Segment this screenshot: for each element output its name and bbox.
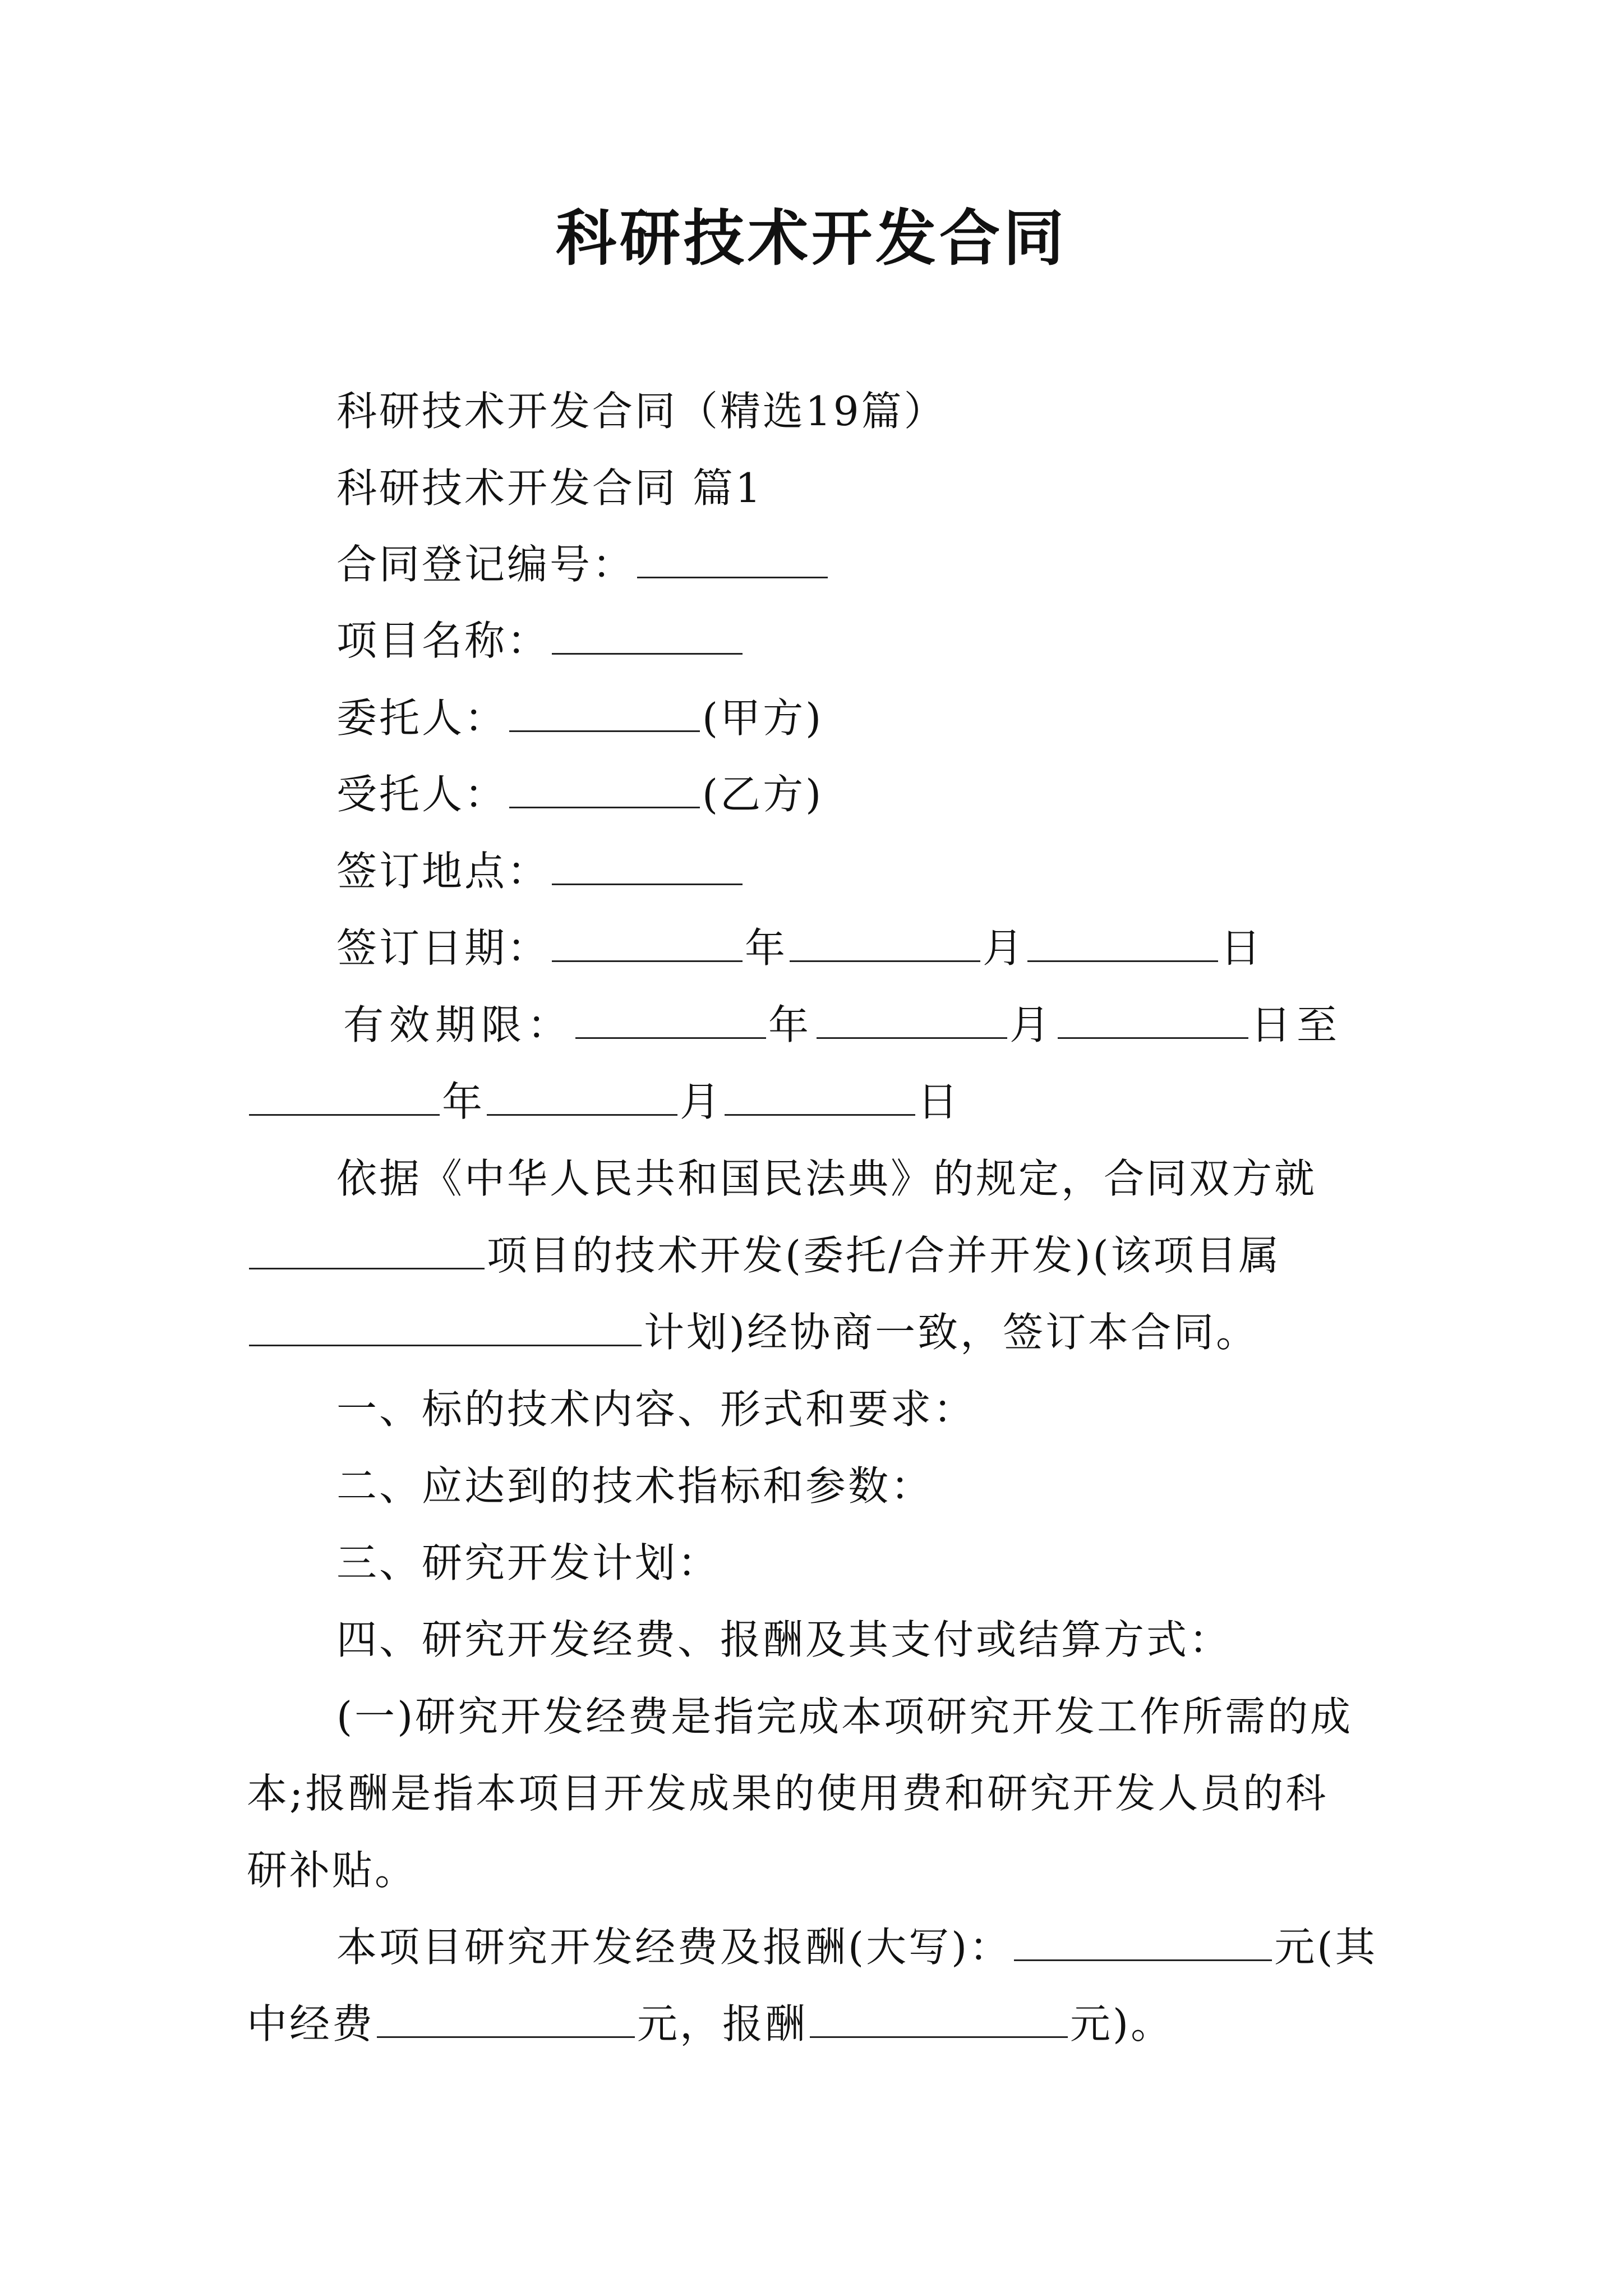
signing-month-blank xyxy=(790,921,980,962)
funding-text-1: 本项目研究开发经费及报酬(大写)： xyxy=(336,1924,1012,1971)
section-heading-2-text: 二、应达到的技术指标和参数： xyxy=(336,1462,934,1510)
definition-paragraph-line-2 xyxy=(247,1766,1328,1820)
plan-blank xyxy=(249,1305,642,1346)
funding-text-2-mid: 元，报酬 xyxy=(637,2000,808,2047)
validity-end-day-unit: 日 xyxy=(917,1078,961,1125)
signing-year-blank xyxy=(552,921,743,962)
project-name-blank xyxy=(552,614,743,655)
subtitle-line xyxy=(336,384,947,438)
validity-day-to: 日至 xyxy=(1251,1001,1343,1048)
signing-year-unit: 年 xyxy=(745,924,788,972)
signing-place-blank xyxy=(552,844,743,885)
signing-place-label: 签订地点： xyxy=(336,848,550,895)
contract-number-blank xyxy=(637,537,828,578)
contract-number-label: 合同登记编号： xyxy=(336,541,635,588)
basis-text-2: 项目的技术开发(委托/合并开发)(该项目属 xyxy=(487,1232,1281,1279)
funding-paragraph-line-1 xyxy=(336,1920,1377,1974)
validity-start-year-unit: 年 xyxy=(768,1001,815,1048)
validity-end-day-blank xyxy=(725,1075,915,1116)
chapter-heading xyxy=(336,461,763,515)
signing-place-line xyxy=(336,844,745,898)
definition-text-3: 研补贴。 xyxy=(247,1847,418,1894)
contract-number-line xyxy=(336,537,830,591)
definition-paragraph-line-1 xyxy=(336,1690,1353,1743)
funding-text-1-end: 元(其 xyxy=(1274,1924,1378,1971)
remuneration-amount-blank xyxy=(810,1997,1068,2038)
validity-end-month-blank xyxy=(487,1075,677,1116)
client-label: 委托人： xyxy=(336,694,508,742)
definition-text-2: 本;报酬是指本项目开发成果的使用费和研究开发人员的科 xyxy=(247,1770,1329,1817)
section-heading-4 xyxy=(336,1613,1232,1667)
validity-end-year-unit: 年 xyxy=(442,1078,485,1125)
validity-start-month-unit: 月 xyxy=(1009,1001,1056,1048)
section-heading-3 xyxy=(336,1536,720,1590)
subtitle-text: 科研技术开发合同（精选19篇） xyxy=(336,388,947,435)
section-heading-1 xyxy=(336,1382,976,1436)
project-blank xyxy=(249,1228,485,1269)
signing-date-label: 签订日期： xyxy=(336,924,550,972)
validity-start-month-blank xyxy=(817,998,1007,1039)
client-party-tag: (甲方) xyxy=(702,694,824,742)
validity-line xyxy=(343,998,1343,1052)
validity-label: 有效期限： xyxy=(343,1001,574,1048)
contractor-blank xyxy=(509,767,700,808)
funding-text-2-end: 元)。 xyxy=(1070,2000,1174,2047)
contractor-line xyxy=(336,767,823,821)
validity-end-year-blank xyxy=(249,1075,440,1116)
basis-text-1: 依据《中华人民共和国民法典》的规定，合同双方就 xyxy=(336,1155,1317,1202)
signing-day-blank xyxy=(1027,921,1218,962)
project-name-line xyxy=(336,614,745,668)
definition-text-1: (一)研究开发经费是指完成本项研究开发工作所需的成 xyxy=(336,1693,1353,1740)
signing-date-line xyxy=(336,921,1263,975)
signing-day-unit: 日 xyxy=(1220,924,1264,972)
basis-paragraph-line-1 xyxy=(336,1152,1317,1205)
chapter-heading-text: 科研技术开发合同 篇1 xyxy=(336,464,763,512)
basis-paragraph-line-2 xyxy=(247,1228,1281,1282)
funding-text-2: 中经费 xyxy=(247,2000,375,2047)
section-heading-1-text: 一、标的技术内容、形式和要求： xyxy=(336,1386,976,1433)
definition-paragraph-line-3 xyxy=(247,1843,417,1897)
contractor-party-tag: (乙方) xyxy=(702,771,824,818)
validity-end-line xyxy=(247,1075,960,1129)
signing-month-unit: 月 xyxy=(983,924,1026,972)
project-name-label: 项目名称： xyxy=(336,617,550,664)
section-heading-3-text: 三、研究开发计划： xyxy=(336,1539,721,1586)
section-heading-2 xyxy=(336,1459,933,1513)
section-heading-4-text: 四、研究开发经费、报酬及其支付或结算方式： xyxy=(336,1616,1232,1663)
basis-paragraph-line-3 xyxy=(247,1305,1258,1359)
client-line xyxy=(336,691,823,745)
validity-start-year-blank xyxy=(575,998,766,1039)
client-blank xyxy=(509,691,700,732)
document-title: 科研技术开发合同 xyxy=(555,203,1067,274)
expense-amount-blank xyxy=(377,1997,635,2038)
total-amount-blank xyxy=(1014,1920,1272,1961)
validity-start-day-blank xyxy=(1058,998,1248,1039)
contractor-label: 受托人： xyxy=(336,771,508,818)
funding-paragraph-line-2 xyxy=(247,1997,1173,2051)
validity-end-month-unit: 月 xyxy=(680,1078,723,1125)
basis-text-3: 计划)经协商一致，签订本合同。 xyxy=(644,1309,1259,1356)
